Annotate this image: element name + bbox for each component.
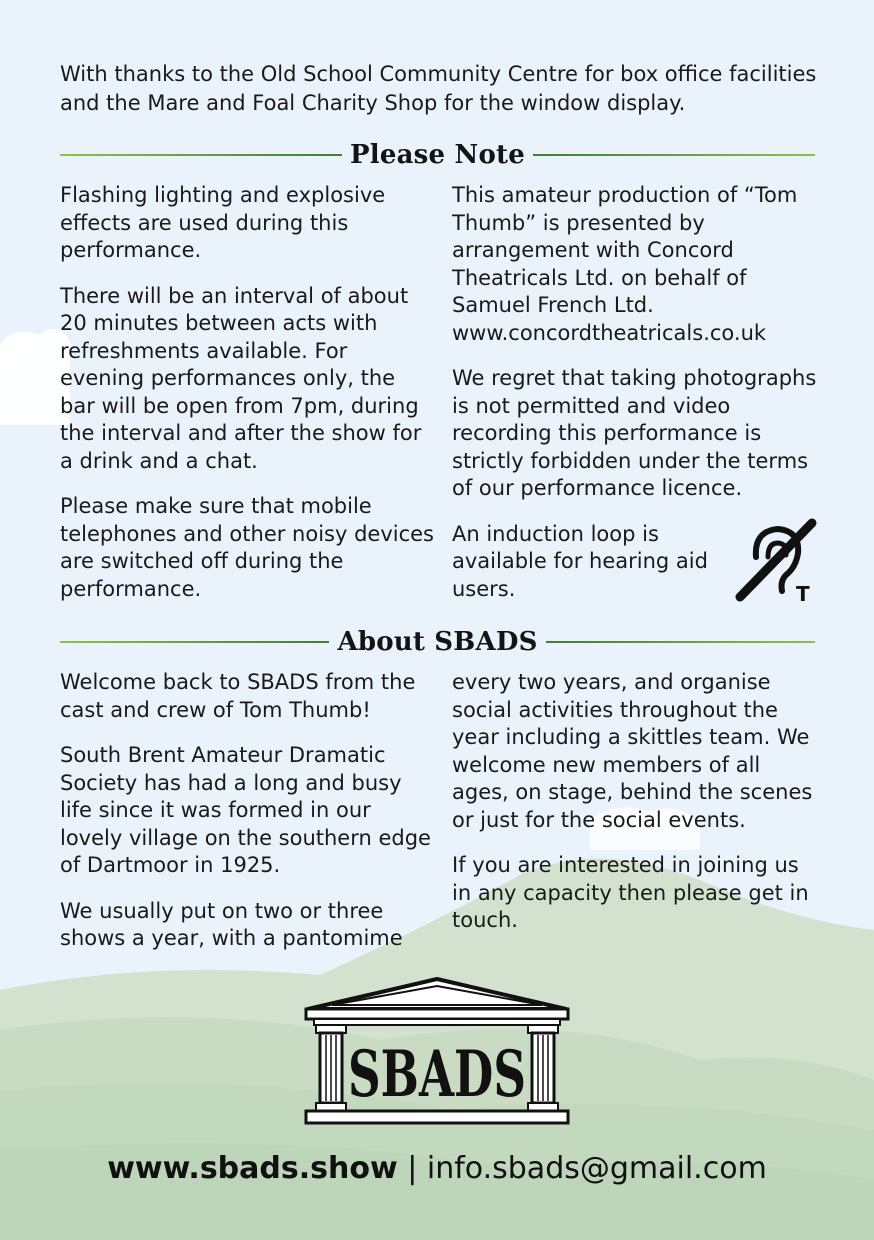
about-left-column (60, 669, 435, 971)
about-shows: We usually put on two or three shows a year, with a pantomime (60, 898, 403, 950)
heading-rule-right (533, 154, 815, 156)
hearing-loop-icon (734, 517, 818, 605)
please-note-right-column (452, 182, 822, 621)
about-activities: every two years, and organise social activities throughout the year including a skittles team. We welcome new members of all ages, on stage, behind the scenes or just for the social events. (452, 670, 813, 832)
sbads-email-link[interactable]: info.sbads@gmail.com (426, 1151, 767, 1186)
note-licence-text: This amateur production of “Tom Thumb” is presented by arrangement with Concord Theatricals Ltd. on behalf of Samuel French Ltd. (452, 183, 798, 317)
sbads-website-link[interactable]: www.sbads.show (107, 1151, 398, 1186)
please-note-left-column (60, 182, 435, 621)
footer-contact (0, 1151, 874, 1186)
note-photography: We regret that taking photographs is not permitted and video recording this performance is strictly forbidden under the terms of our performance licence. (452, 366, 817, 500)
about-right-column (452, 669, 822, 953)
heading-rule-left (60, 641, 329, 643)
about-heading-row (60, 625, 815, 659)
note-interval: There will be an interval of about 20 minutes between acts with refreshments available. For evening performances only, the bar will be open from 7pm, during the interval and after the show for a drink and a chat. (60, 283, 422, 473)
note-mobile-phones: Please make sure that mobile telephones and other noisy devices are switched off during the performance. (60, 494, 435, 601)
about-history: South Brent Amateur Dramatic Society has had a long and busy life since it was formed in our lovely village on the southern edge of Dartmoor in 1925. (60, 743, 431, 877)
loop-icon-letter: T (796, 581, 810, 606)
note-effects: Flashing lighting and explosive effects are used during this performance. (60, 183, 386, 262)
sbads-logo (302, 975, 572, 1130)
about-heading: About SBADS (337, 627, 538, 657)
concord-website-link[interactable]: www.concordtheatricals.co.uk (452, 320, 767, 345)
note-induction-loop: An induction loop is available for hearing aid users. (452, 521, 708, 601)
about-join: If you are interested in joining us in any capacity then please get in touch. (452, 853, 809, 932)
induction-loop-row (452, 521, 822, 604)
heading-rule-right (546, 641, 815, 643)
about-welcome: Welcome back to SBADS from the cast and crew of Tom Thumb! (60, 670, 416, 722)
please-note-heading: Please Note (350, 140, 525, 170)
please-note-heading-row (60, 138, 815, 172)
thanks-text: With thanks to the Old School Community Centre for box office facilities and the Mare and Foal Charity Shop for the window display. (60, 62, 817, 115)
logo-text: SBADS (348, 1037, 526, 1112)
footer-separator: | (397, 1151, 427, 1186)
heading-rule-left (60, 154, 342, 156)
note-licence (452, 182, 822, 347)
